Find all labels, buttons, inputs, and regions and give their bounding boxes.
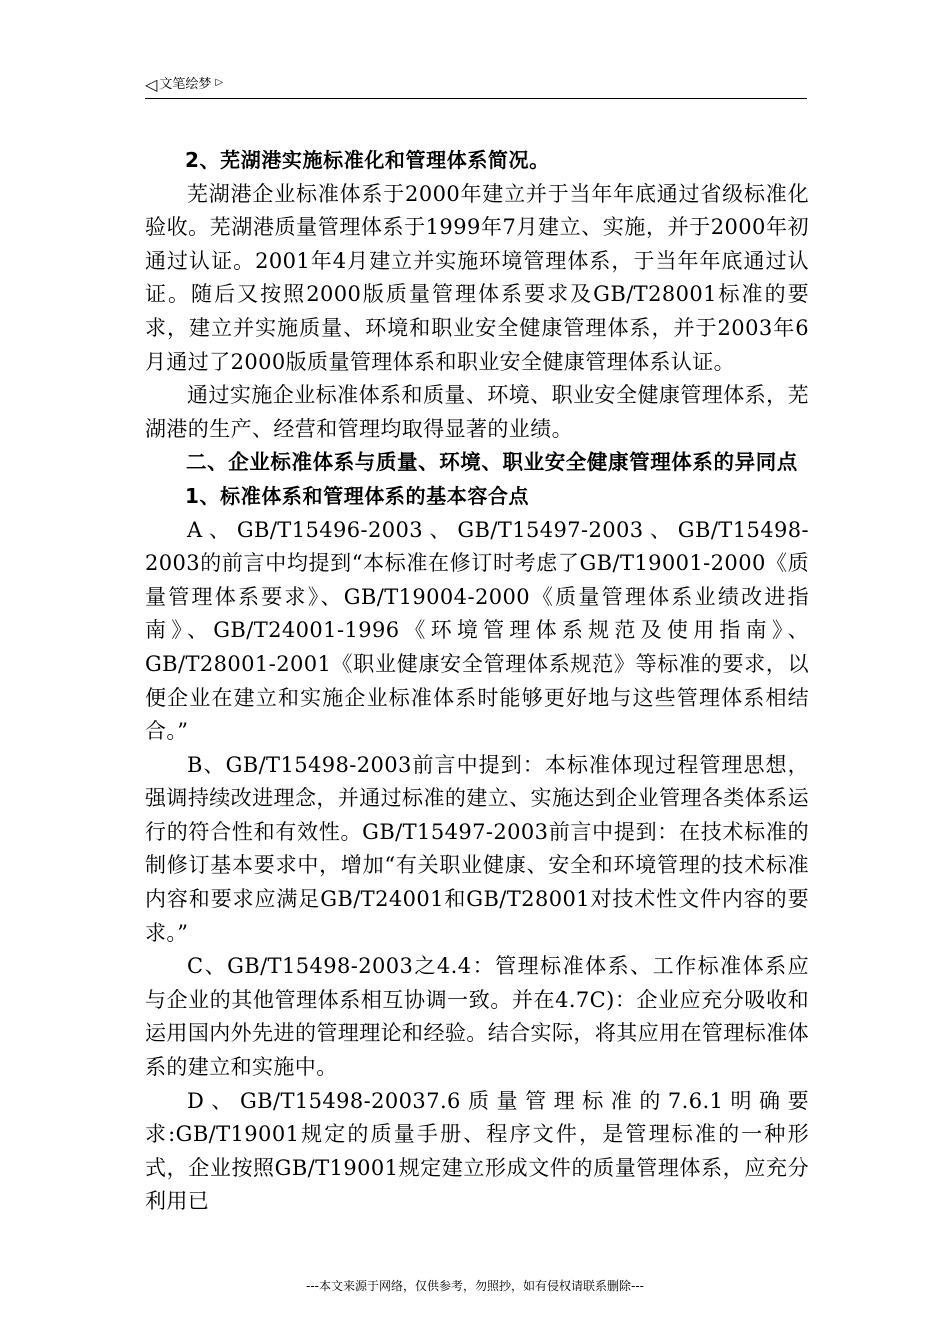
section-heading-1: 1、标准体系和管理体系的基本容合点 bbox=[185, 483, 530, 508]
paragraph-d: D、GB/T15498-20037.6质量管理标准的7.6.1明确要求:GB/T19001规定的质量手册、程序文件，是管理标准的一种形式，企业按照GB/T19001规定建立形成文件的质量管理体系，应充分利用已 bbox=[145, 1088, 809, 1214]
triangle-right-icon: ▷ bbox=[215, 77, 224, 88]
page-footer: ---本文来源于网络，仅供参考，勿照抄，如有侵权请联系删除--- bbox=[306, 1279, 644, 1293]
paragraph-c: C、GB/T15498-2003之4.4：管理标准体系、工作标准体系应与企业的其他管理体系相互协调一致。并在4.7C)：企业应充分吸收和运用国内外先进的管理理论和经验。结合实际，将其应用在管理标准体系的建立和实施中。 bbox=[145, 954, 809, 1080]
section-heading-2: 2、芜湖港实施标准化和管理体系简况。 bbox=[185, 148, 550, 172]
triangle-left-icon: ◁ bbox=[145, 75, 158, 94]
chapter-heading-2: 二、企业标准体系与质量、环境、职业安全健康管理体系的异同点 bbox=[186, 450, 798, 475]
header-title: 文笔绘梦 bbox=[159, 77, 212, 92]
paragraph-a: A、GB/T15496-2003、GB/T15497-2003、GB/T15498-2003的前言中均提到“本标准在修订时考虑了GB/T19001-2000《质量管理体系要求》、GB/T19004-2000《质量管理体系业绩改进指南》、GB/T24001-1996《环境管理体系规范及使用指南》、GB/T28001-2001《职业健康安全管理体系规范》等标准的要求，以便企业在建立和实施企业标准体系时能够更好地与这些管理体系相结合。” bbox=[145, 517, 809, 744]
document-body bbox=[145, 144, 809, 1219]
paragraph-achievements: 通过实施企业标准体系和质量、环境、职业安全健康管理体系，芜湖港的生产、经营和管理均取得显著的业绩。 bbox=[145, 383, 809, 441]
page-header bbox=[145, 74, 807, 99]
paragraph-wuhu-overview: 芜湖港企业标准体系于2000年建立并于当年年底通过省级标准化验收。芜湖港质量管理体系于1999年7月建立、实施，并于2000年初通过认证。2001年4月建立并实施环境管理体系，于当年年底通过认证。随后又按照2000版质量管理体系要求及GB/T28001标准的要求，建立并实施质量、环境和职业安全健康管理体系，并于2003年6月通过了2000版质量管理体系和职业安全健康管理体系认证。 bbox=[145, 181, 809, 374]
paragraph-b: B、GB/T15498-2003前言中提到：本标准体现过程管理思想，强调持续改进理念，并通过标准的建立、实施达到企业管理各类体系运行的符合性和有效性。GB/T15497-2003前言中提到：在技术标准的制修订基本要求中，增加“有关职业健康、安全和环境管理的技术标准内容和要求应满足GB/T24001和GB/T28001对技术性文件内容的要求。” bbox=[145, 752, 809, 945]
